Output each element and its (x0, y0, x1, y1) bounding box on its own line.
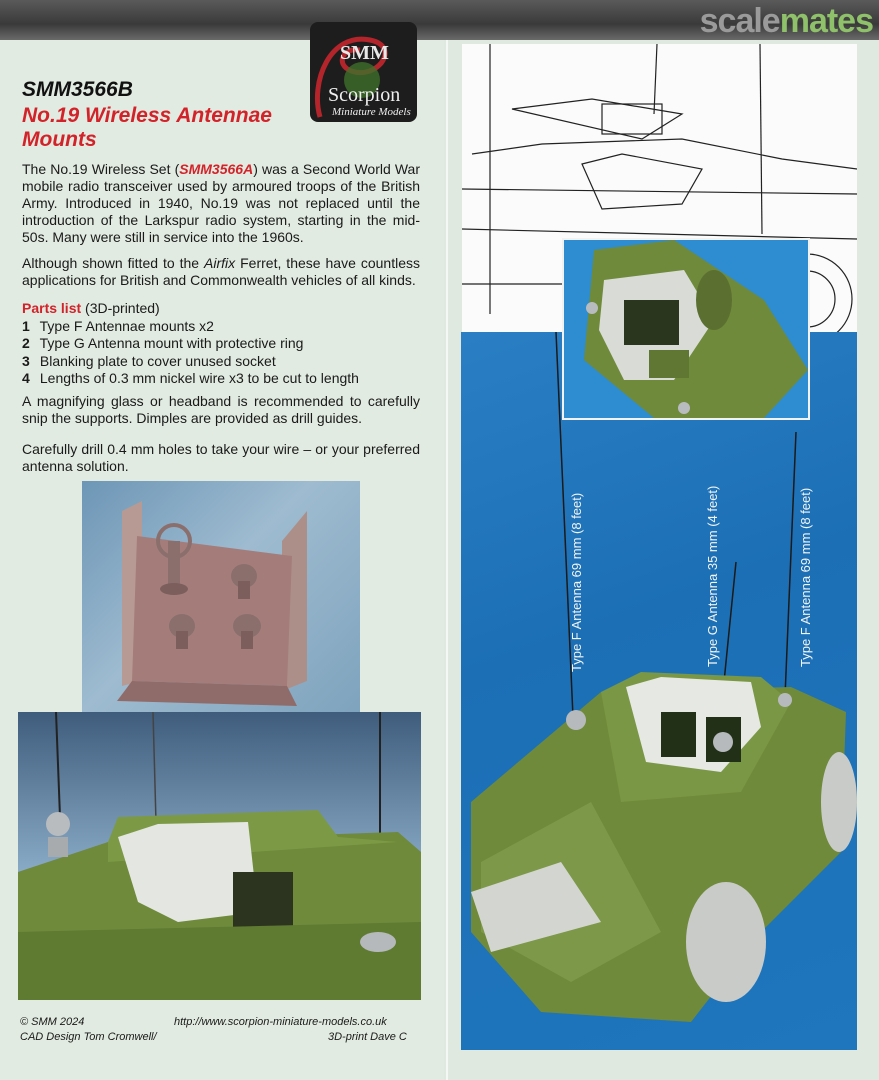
item-number: 4 (22, 370, 30, 386)
item-number: 3 (22, 352, 30, 369)
brand-part1: scale (699, 2, 780, 40)
parts-item (22, 370, 422, 388)
brand-part2: mates (779, 2, 873, 40)
advice-paragraph: A magnifying glass or headband is recommended to carefully snip the supports. Dimples are provided as drill guides. (22, 393, 420, 426)
parts-item (22, 318, 422, 336)
parts-list (22, 300, 422, 388)
print-credit: 3D-print Dave C (328, 1031, 407, 1043)
ferret-top-view-image (564, 240, 808, 418)
ferret-closeup-image (18, 712, 421, 1000)
cad-credit: CAD Design Tom Cromwell/ (20, 1031, 157, 1043)
copyright: © SMM 2024 (20, 1016, 85, 1028)
parts-item (22, 335, 422, 353)
parts-item (22, 353, 422, 371)
fitted-text-a: Although shown fitted to the (22, 255, 205, 271)
ferret-main-image (461, 332, 857, 1050)
top-bar (0, 0, 879, 40)
parts-photo (82, 481, 360, 715)
drill-paragraph: Carefully drill 0.4 mm holes to take your wire – or your preferred antenna solution. (22, 441, 420, 474)
main-vehicle-photo (461, 332, 857, 1050)
item-number: 2 (22, 335, 30, 351)
antenna-label-middle: Type G Antenna 35 mm (4 feet) (705, 485, 720, 667)
website-link[interactable]: http://www.scorpion-miniature-models.co.uk (174, 1016, 387, 1028)
logo-scorpion: Scorpion (328, 84, 401, 106)
intro-text-a: The No.19 Wireless Set ( (22, 161, 180, 177)
smm-logo (310, 22, 417, 122)
item-text: Blanking plate to cover unused socket (39, 352, 276, 369)
item-text: Type F Antennae mounts x2 (39, 317, 214, 334)
inset-photo (562, 238, 810, 420)
parts-heading: Parts list (22, 300, 82, 316)
item-text: Lengths of 0.3 mm nickel wire x3 to be cut to length (39, 370, 359, 386)
intro-text-b: ) was a Second World War mobile radio transceiver used by armoured troops of the British Army. Introduced in 1940, No.19 was not replaced until the introduction of the Larkspur radio system, starting in the mid-50s. Many were still in service into the 1960s. (22, 161, 420, 245)
item-text: Type G Antenna mount with protective ring (39, 335, 304, 351)
vehicle-closeup-photo (18, 712, 421, 1000)
item-number: 1 (22, 317, 30, 334)
airfix-italic: Airfix (204, 255, 236, 271)
smm3566a-link[interactable]: SMM3566A (179, 161, 254, 177)
fitted-text-b: Ferret, these have countless applications for British and Commonwealth vehicles of all kinds. (22, 255, 420, 288)
antenna-label-right: Type F Antenna 69 mm (8 feet) (798, 487, 813, 667)
scalemates-logo[interactable] (700, 2, 873, 41)
intro-paragraph (22, 161, 420, 246)
logo-miniature: Miniature Models (332, 106, 411, 118)
logo-smm: SMM (340, 42, 389, 64)
fitted-paragraph (22, 255, 420, 289)
parts-subheading: (3D-printed) (81, 300, 160, 316)
printed-parts-image (82, 481, 360, 715)
product-code: SMM3566B (22, 78, 133, 101)
product-title: No.19 Wireless Antennae Mounts (22, 104, 272, 151)
antenna-label-left: Type F Antenna 69 mm (8 feet) (569, 492, 584, 672)
